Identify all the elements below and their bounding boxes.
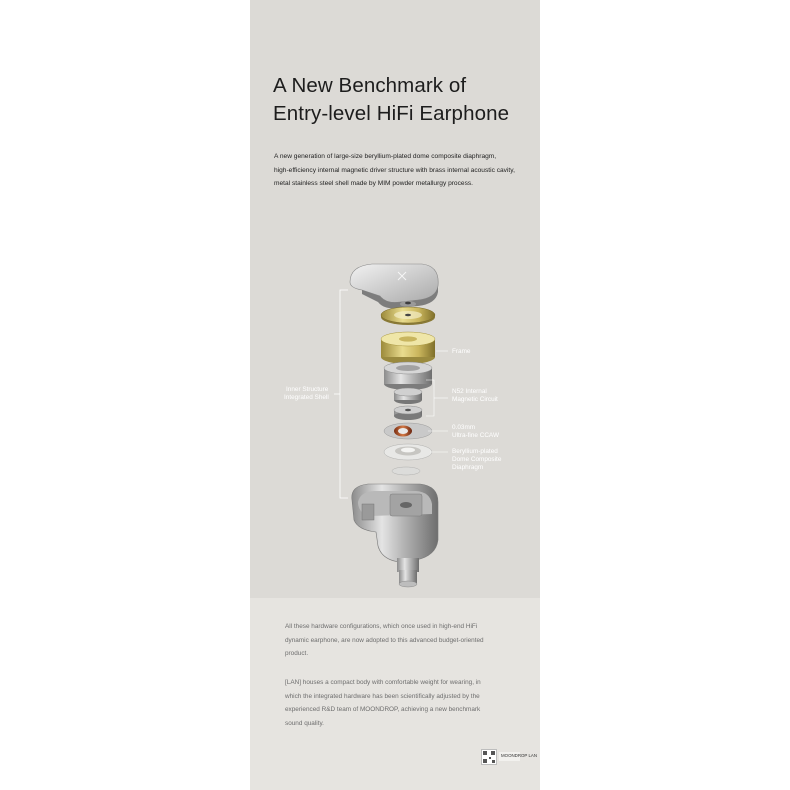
intro-line-1: A new generation of large-size beryllium-plated dome composite diaphragm, <box>274 153 497 160</box>
brass-disc <box>381 307 435 325</box>
diaphragm <box>384 444 432 460</box>
intro-text <box>274 150 536 191</box>
magnet-cup <box>384 362 432 390</box>
inner-structure-label-2: Integrated Shell <box>284 394 329 401</box>
description-section <box>250 598 540 790</box>
paragraph-1-line-3: product. <box>285 650 309 658</box>
brand-badge-text: MOONDROP LAN <box>501 753 538 758</box>
page-title <box>273 72 533 128</box>
voice-coil <box>384 423 432 439</box>
inner-structure-bracket <box>340 290 348 498</box>
pole-plate <box>394 406 422 420</box>
frame-label: Frame <box>452 348 471 355</box>
paragraph-2 <box>285 676 515 730</box>
paragraph-2-line-3: experienced R&D team of MOONDROP, achieving a new benchmark <box>285 706 481 714</box>
magnet <box>394 388 422 404</box>
paragraph-1-line-2: dynamic earphone, are now adopted to this advanced budget-oriented <box>285 636 484 644</box>
frame-part <box>381 332 435 364</box>
inner-structure-label-1: Inner Structure <box>286 386 329 393</box>
title-line-1: A New Benchmark of <box>273 74 467 97</box>
title-line-2: Entry-level HiFi Earphone <box>273 102 510 125</box>
paragraph-1 <box>285 620 515 661</box>
magnetic-circuit-label-1: N52 Internal <box>452 388 487 395</box>
diaphragm-label-1: Beryllium-plated <box>452 448 498 455</box>
lower-shell <box>352 484 438 587</box>
qr-code-icon[interactable] <box>481 749 497 765</box>
exploded-earphone-diagram <box>250 250 540 598</box>
top-cap <box>350 264 438 308</box>
intro-line-3: metal stainless steel shell made by MIM powder metallurgy process. <box>274 180 473 187</box>
washer <box>392 467 420 475</box>
diaphragm-label-3: Diaphragm <box>452 464 484 471</box>
ccaw-label-1: 0.03mm <box>452 424 476 431</box>
intro-line-2: high-efficiency internal magnetic driver structure with brass internal acoustic cavity, <box>274 166 515 174</box>
ccaw-label-2: Ultra-fine CCAW <box>452 432 499 439</box>
product-panel <box>250 0 540 790</box>
magnetic-circuit-label-2: Magnetic Circuit <box>452 396 498 403</box>
brand-badge <box>499 752 538 761</box>
paragraph-1-line-1: All these hardware configurations, which once used in high-end HiFi <box>285 623 478 630</box>
paragraph-2-line-1: [LAN] houses a compact body with comfortable weight for wearing, in <box>285 679 481 686</box>
diaphragm-label-2: Dome Composite <box>452 456 502 463</box>
paragraph-2-line-4: sound quality. <box>285 719 324 727</box>
paragraph-2-line-2: which the integrated hardware has been scientifically adjusted by the <box>285 692 480 700</box>
